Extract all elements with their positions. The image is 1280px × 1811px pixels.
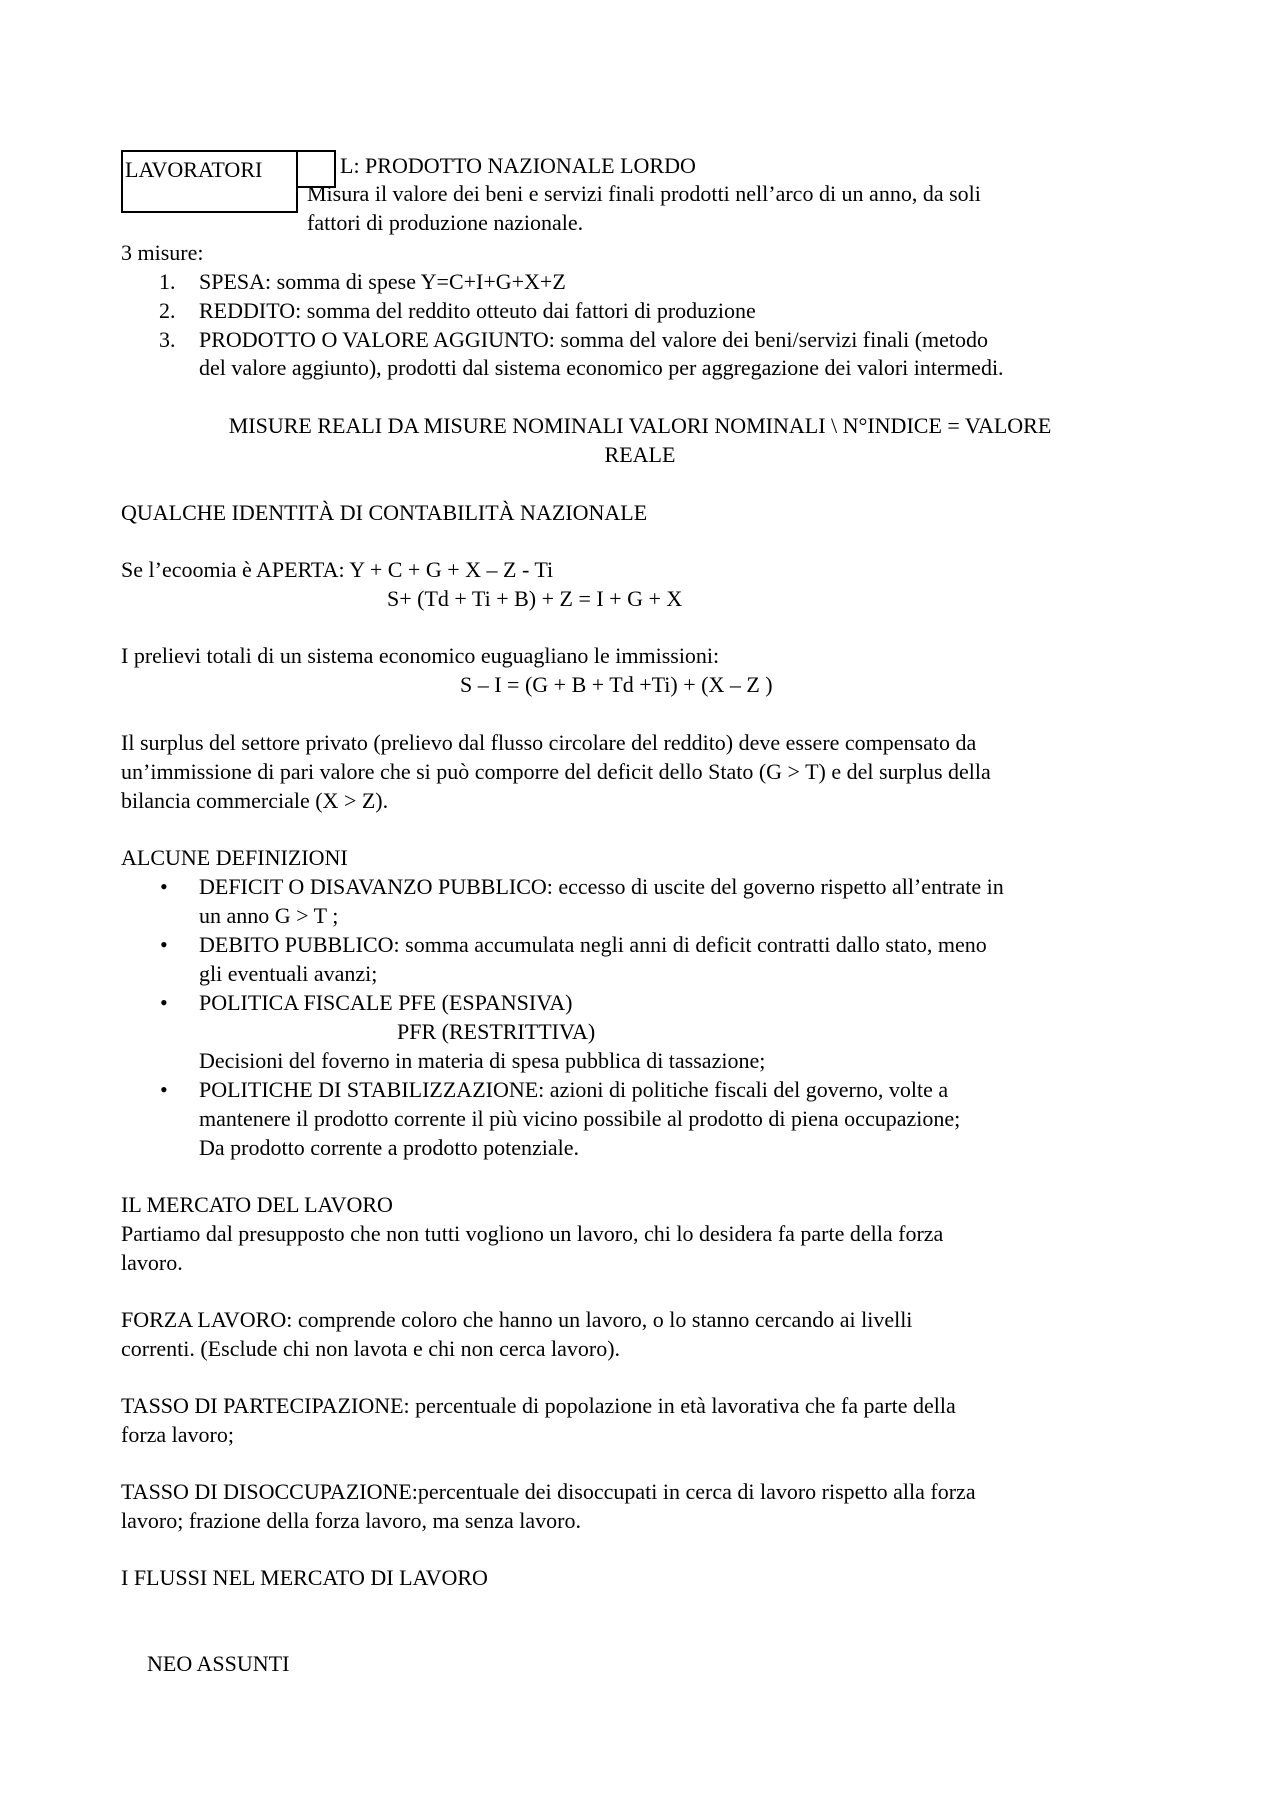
def-politica-2: PFR (RESTRITTIVA) xyxy=(397,1019,596,1044)
misure-item-1: SPESA: somma di spese Y=C+I+G+X+Z xyxy=(199,269,566,294)
pnl-desc-2: fattori di produzione nazionale. xyxy=(307,210,584,235)
partecipazione-1: TASSO DI PARTECIPAZIONE: percentuale di popolazione in età lavorativa che fa parte della xyxy=(121,1393,956,1418)
def-debito-2: gli eventuali avanzi; xyxy=(199,961,378,986)
pnl-title: L: PRODOTTO NAZIONALE LORDO xyxy=(340,153,696,178)
aperta-line-1: Se l’ecoomia è APERTA: Y + C + G + X – Z - Ti xyxy=(121,557,554,582)
lavoratori-label: LAVORATORI xyxy=(125,157,263,182)
bullet: • xyxy=(160,990,168,1015)
disoccupazione-2: lavoro; frazione della forza lavoro, ma senza lavoro. xyxy=(121,1508,581,1533)
def-stabilizz-1: POLITICHE DI STABILIZZAZIONE: azioni di politiche fiscali del governo, volte a xyxy=(199,1077,949,1102)
misure-num-1: 1. xyxy=(159,269,176,294)
surplus-line-2: un’immissione di pari valore che si può comporre del deficit dello Stato (G > T) e del surplus della xyxy=(121,759,991,784)
misure-item-3: PRODOTTO O VALORE AGGIUNTO: somma del valore dei beni/servizi finali (metodo xyxy=(199,327,989,352)
bullet: • xyxy=(160,1077,168,1102)
misure-intro: 3 misure: xyxy=(121,240,204,265)
forza-lavoro-2: correnti. (Esclude chi non lavota e chi non cerca lavoro). xyxy=(121,1336,621,1361)
identita-heading: QUALCHE IDENTITÀ DI CONTABILITÀ NAZIONALE xyxy=(121,500,648,525)
bullet: • xyxy=(160,874,168,899)
bullet: • xyxy=(160,932,168,957)
misure-num-2: 2. xyxy=(159,298,176,323)
def-deficit-2: un anno G > T ; xyxy=(199,903,339,928)
def-debito-1: DEBITO PUBBLICO: somma accumulata negli anni di deficit contratti dallo stato, meno xyxy=(199,932,987,957)
reali-line-2: REALE xyxy=(604,442,676,467)
def-stabilizz-2: mantenere il prodotto corrente il più vicino possibile al prodotto di piena occupazione; xyxy=(199,1106,961,1131)
surplus-line-3: bilancia commerciale (X > Z). xyxy=(121,788,389,813)
def-politica-1: POLITICA FISCALE PFE (ESPANSIVA) xyxy=(199,990,573,1015)
prelievi-line: I prelievi totali di un sistema economico euguagliano le immissioni: xyxy=(121,643,720,668)
partecipazione-2: forza lavoro; xyxy=(121,1422,234,1447)
def-deficit-1: DEFICIT O DISAVANZO PUBBLICO: eccesso di uscite del governo rispetto all’entrate in xyxy=(199,874,1004,899)
pnl-desc-1: Misura il valore dei beni e servizi finali prodotti nell’arco di un anno, da soli xyxy=(307,181,981,206)
reali-line-1: MISURE REALI DA MISURE NOMINALI VALORI NOMINALI \ N°INDICE = VALORE xyxy=(228,413,1052,438)
lavoro-heading: IL MERCATO DEL LAVORO xyxy=(121,1192,393,1217)
def-politica-3: Decisioni del foverno in materia di spesa pubblica di tassazione; xyxy=(199,1048,766,1073)
aperta-line-2: S+ (Td + Ti + B) + Z = I + G + X xyxy=(387,586,683,611)
misure-item-2: REDDITO: somma del reddito otteuto dai fattori di produzione xyxy=(199,298,756,323)
lavoro-intro-1: Partiamo dal presupposto che non tutti vogliono un lavoro, chi lo desidera fa parte della forza xyxy=(121,1221,944,1246)
disoccupazione-1: TASSO DI DISOCCUPAZIONE:percentuale dei disoccupati in cerca di lavoro rispetto alla forza xyxy=(121,1479,976,1504)
lavoro-intro-2: lavoro. xyxy=(121,1250,183,1275)
prelievi-formula: S – I = (G + B + Td +Ti) + (X – Z ) xyxy=(460,672,773,697)
definizioni-heading: ALCUNE DEFINIZIONI xyxy=(121,845,348,870)
flussi-heading: I FLUSSI NEL MERCATO DI LAVORO xyxy=(121,1565,488,1590)
misure-item-3-cont: del valore aggiunto), prodotti dal sistema economico per aggregazione dei valori intermedi. xyxy=(199,355,1004,380)
forza-lavoro-1: FORZA LAVORO: comprende coloro che hanno un lavoro, o lo stanno cercando ai livelli xyxy=(121,1307,913,1332)
def-stabilizz-3: Da prodotto corrente a prodotto potenziale. xyxy=(199,1135,579,1160)
misure-num-3: 3. xyxy=(159,327,176,352)
neo-assunti: NEO ASSUNTI xyxy=(147,1651,290,1676)
surplus-line-1: Il surplus del settore privato (prelievo dal flusso circolare del reddito) deve essere compensato da xyxy=(121,730,977,755)
